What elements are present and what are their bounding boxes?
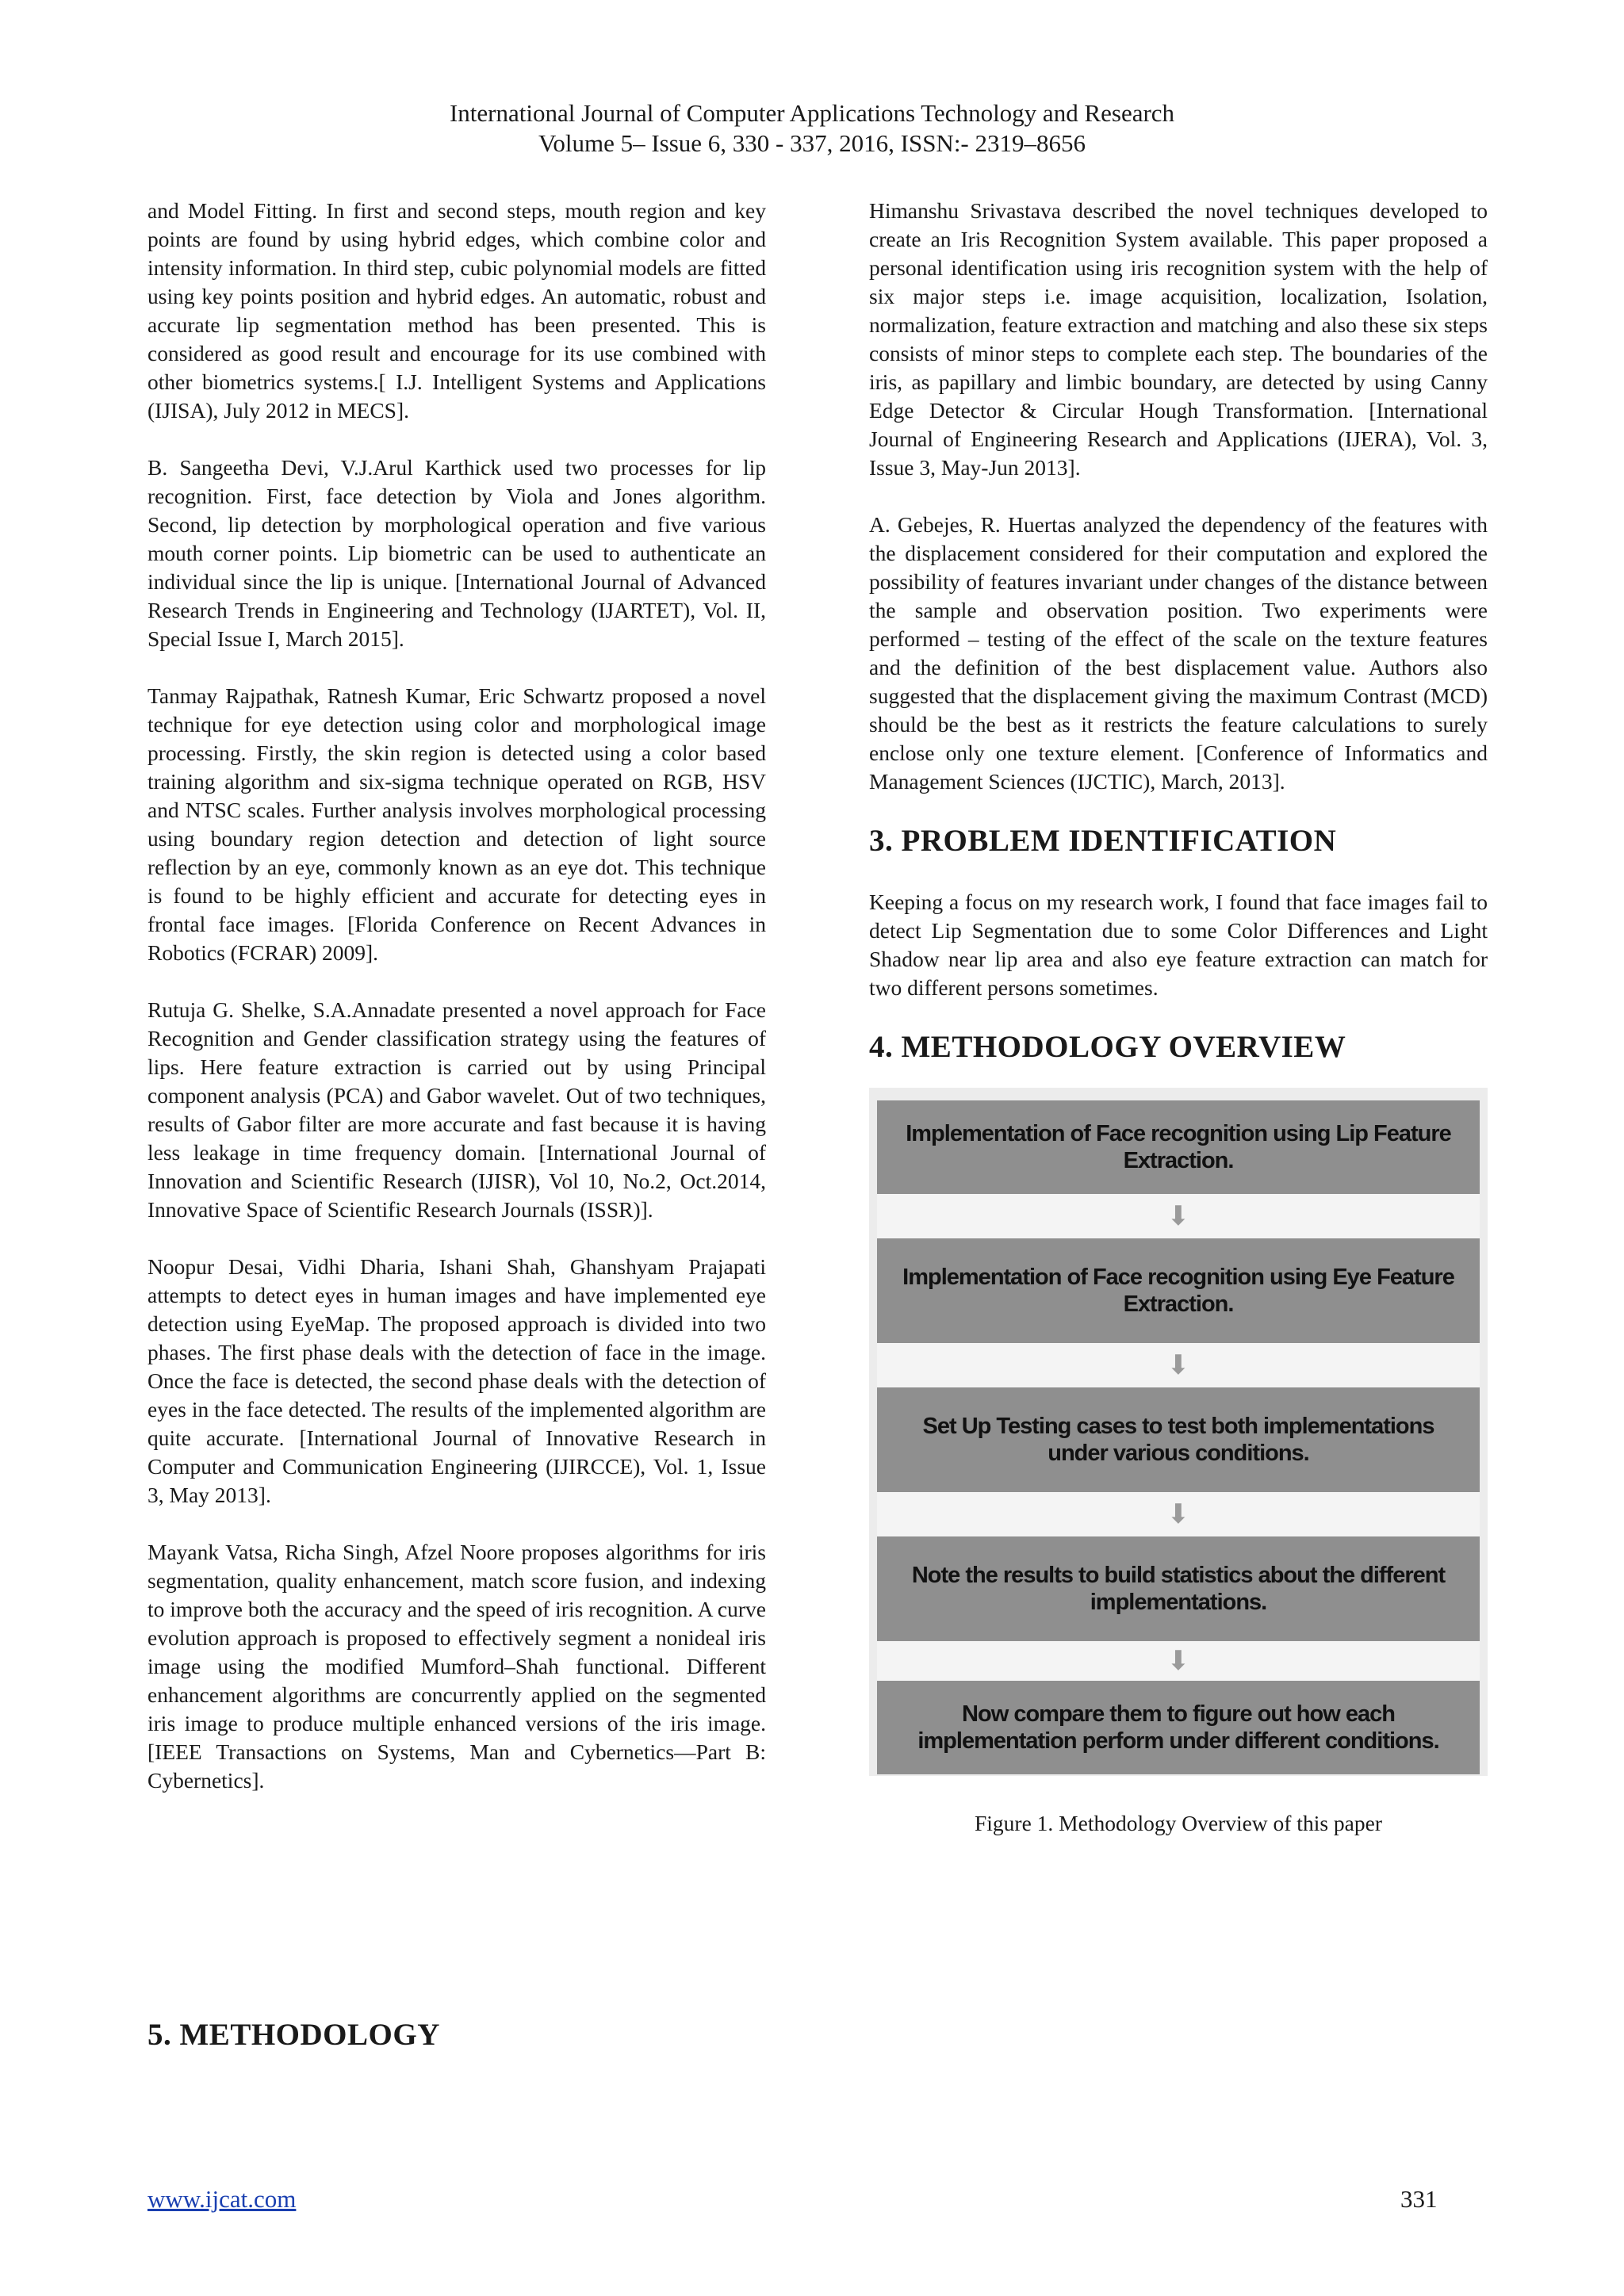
journal-volume: Volume 5– Issue 6, 330 - 337, 2016, ISSN:- 2319–8656 bbox=[538, 129, 1086, 157]
paragraph: Noopur Desai, Vidhi Dharia, Ishani Shah, Ghanshyam Prajapati attempts to detect eyes in human images and have implemented eye detection using EyeMap. The proposed approach is divided into two phases. The first phase deals with the detection of face in the image. Once the face is detected, the second phase deals with the detection of eyes in the face detected. The results of the implemented algorithm are quite accurate. [International Journal of Innovative Research in Computer and Communication Engineering (IJIRCCE), Vol. 1, Issue 3, May 2013]. bbox=[147, 1254, 766, 1507]
flow-step-4: Note the results to build statistics about the different implementations. bbox=[877, 1536, 1480, 1641]
paragraph: Rutuja G. Shelke, S.A.Annadate presented a novel approach for Face Recognition and Gender classification strategy using the features of lips. Here feature extraction is carried out by using Principal component analysis (PCA) and Gabor wavelet. Out of two techniques, results of Gabor filter are more accurate and fast because it is having less leakage in time frequency domain. [International Journal of Innovation and Scientific Research (IJISR), Vol 10, No.2, Oct.2014, Innovative Space of Scientific Research Journals (ISSR)]. bbox=[147, 997, 766, 1222]
down-arrow-icon: ⬇ bbox=[1166, 1645, 1190, 1677]
down-arrow-icon: ⬇ bbox=[1166, 1349, 1190, 1381]
flow-connector bbox=[877, 1194, 1480, 1238]
left-column bbox=[147, 197, 766, 1795]
figure-caption: Figure 1. Methodology Overview of this paper bbox=[974, 1811, 1382, 1835]
paragraph: Tanmay Rajpathak, Ratnesh Kumar, Eric Schwartz proposed a novel technique for eye detection using color and morphological image processing. Firstly, the skin region is detected using a color based training algorithm and six-sigma technique operated on RGB, HSV and NTSC scales. Further analysis involves morphological processing using boundary region detection and detection of light source reflection by an eye, commonly known as an eye dot. This technique is found to be highly efficient and accurate for detecting eyes in frontal face images. [Florida Conference on Recent Advances in Robotics (FCRAR) 2009]. bbox=[147, 683, 766, 965]
flow-step-3: Set Up Testing cases to test both implementations under various conditions. bbox=[877, 1387, 1480, 1492]
down-arrow-icon: ⬇ bbox=[1166, 1200, 1190, 1232]
flow-step-2: Implementation of Face recognition using Eye Feature Extraction. bbox=[877, 1238, 1480, 1343]
flow-connector bbox=[877, 1492, 1480, 1536]
flow-step-1: Implementation of Face recognition using Lip Feature Extraction. bbox=[877, 1100, 1480, 1194]
paragraph: Mayank Vatsa, Richa Singh, Afzel Noore proposes algorithms for iris segmentation, quality enhancement, match score fusion, and indexing to improve both the accuracy and the speed of iris recognition. A curve evolution approach is proposed to effectively segment a nonideal iris image using the modified Mumford–Shah functional. Different enhancement algorithms are concurrently applied on the segmented iris image to produce multiple enhanced versions of the iris image. [IEEE Transactions on Systems, Man and Cybernetics—Part B: Cybernetics]. bbox=[147, 1540, 766, 1793]
section-3-heading: 3. PROBLEM IDENTIFICATION bbox=[869, 824, 1337, 858]
section-4-heading: 4. METHODOLOGY OVERVIEW bbox=[869, 1030, 1346, 1064]
section-5-heading: 5. METHODOLOGY bbox=[147, 2018, 440, 2052]
paragraph: B. Sangeetha Devi, V.J.Arul Karthick used two processes for lip recognition. First, face detection by Viola and Jones algorithm. Second, lip detection by morphological operation and five various mouth corner points. Lip biometric can be used to authenticate an individual since the lip is unique. [International Journal of Advanced Research Trends in Engineering and Technology (IJARTET), Vol. II, Special Issue I, March 2015]. bbox=[147, 455, 766, 651]
flow-connector bbox=[877, 1641, 1480, 1681]
paragraph: Keeping a focus on my research work, I found that face images fail to detect Lip Segmentation due to some Color Differences and Light Shadow near lip area and also eye feature extraction can match for two different persons sometimes. bbox=[869, 890, 1488, 1000]
down-arrow-icon: ⬇ bbox=[1166, 1498, 1190, 1530]
journal-header bbox=[0, 98, 1624, 159]
paragraph: and Model Fitting. In first and second steps, mouth region and key points are found by using hybrid edges, which combine color and intensity information. In third step, cubic polynomial models are fitted using key points position and hybrid edges. An automatic, robust and accurate lip segmentation method has been presented. This is considered as good result and encourage for its use combined with other biometrics systems.[ I.J. Intelligent Systems and Applications (IJISA), July 2012 in MECS]. bbox=[147, 198, 766, 423]
flow-connector bbox=[877, 1343, 1480, 1387]
flow-step-5: Now compare them to figure out how each implementation perform under different conditions. bbox=[877, 1681, 1480, 1774]
paragraph: Himanshu Srivastava described the novel techniques developed to create an Iris Recognition System available. This paper proposed a personal identification using iris recognition system with the help of six major steps i.e. image acquisition, localization, Isolation, normalization, feature extraction and matching and also these six steps consists of minor steps to complete each step. The boundaries of the iris, as papillary and limbic boundary, are detected by using Canny Edge Detector & Circular Hough Transformation. [International Journal of Engineering Research and Applications (IJERA), Vol. 3, Issue 3, May-Jun 2013]. bbox=[869, 198, 1488, 480]
methodology-flow-figure bbox=[869, 1088, 1488, 1776]
page-number: 331 bbox=[1400, 2185, 1438, 2213]
journal-website-link[interactable]: www.ijcat.com bbox=[147, 2185, 297, 2213]
journal-title: International Journal of Computer Applications Technology and Research bbox=[449, 99, 1175, 127]
right-column bbox=[869, 197, 1488, 1838]
paragraph: A. Gebejes, R. Huertas analyzed the dependency of the features with the displacement considered for their computation and explored the possibility of features invariant under changes of the distance between the sample and observation position. Two experiments were performed – testing of the effect of the scale on the texture features and the definition of the best displacement value. Authors also suggested that the displacement giving the maximum Contrast (MCD) should be the best as it restricts the feature calculations to surely enclose only one texture element. [Conference of Informatics and Management Sciences (IJCTIC), March, 2013]. bbox=[869, 512, 1488, 794]
